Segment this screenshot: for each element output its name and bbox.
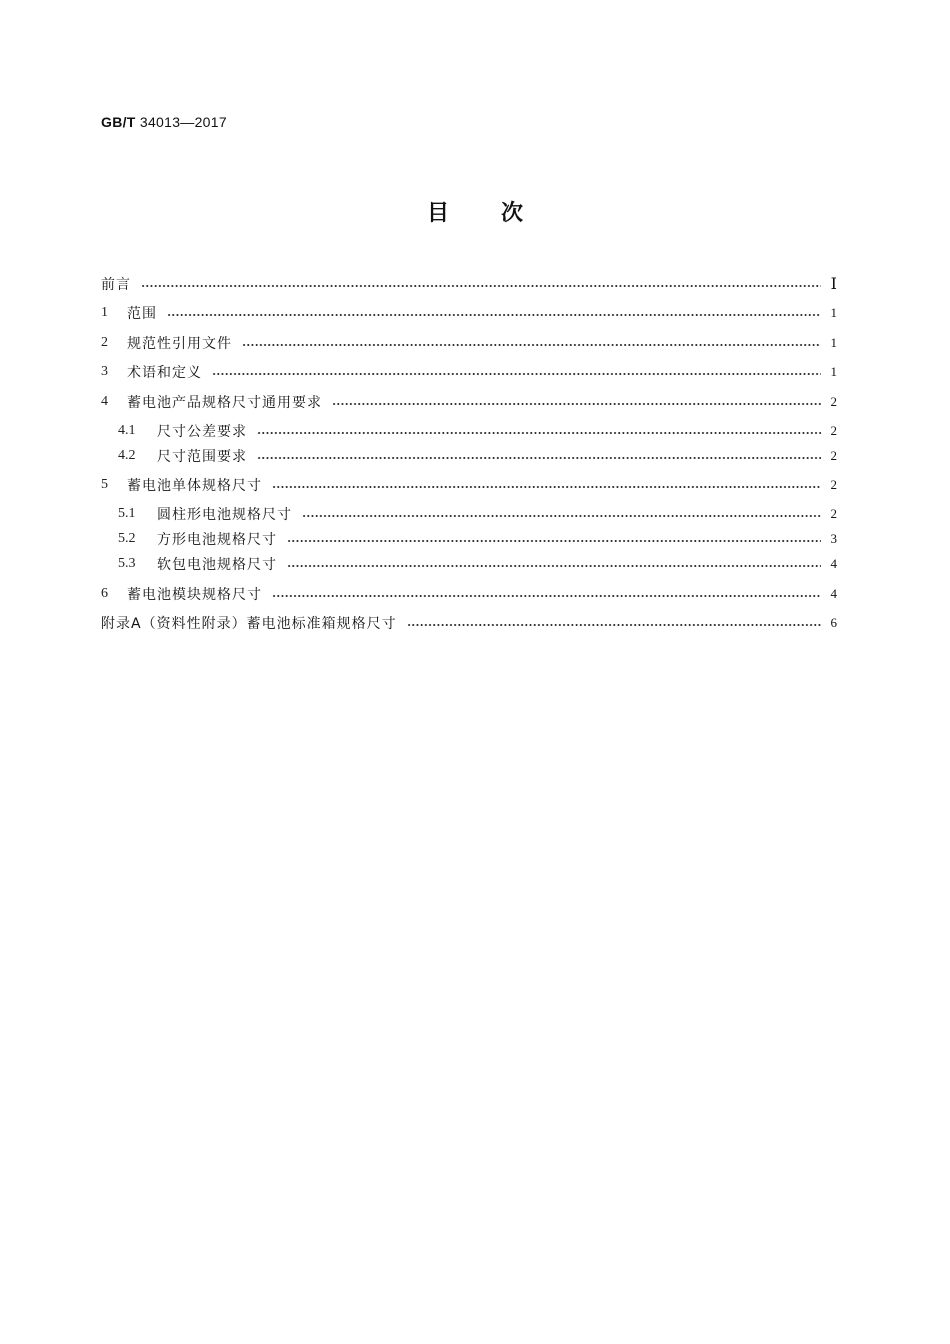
toc-dot-leader — [272, 486, 821, 488]
toc-entry-label: 圆柱形电池规格尺寸 — [157, 507, 292, 523]
toc-entry-label: 蓄电池产品规格尺寸通用要求 — [127, 395, 322, 411]
toc-entry-label: 尺寸公差要求 — [157, 424, 247, 440]
page-title: 目次 — [426, 201, 575, 226]
toc-entry-page: 3 — [830, 531, 837, 546]
toc-entry[interactable] — [101, 612, 837, 634]
toc-dot-leader — [141, 285, 821, 287]
toc-entry[interactable] — [101, 332, 837, 354]
toc-dot-leader — [167, 314, 821, 316]
toc-entry[interactable] — [101, 302, 837, 324]
toc-entry-page: 2 — [830, 506, 837, 521]
toc-entry[interactable] — [101, 361, 837, 383]
toc-dot-leader — [302, 515, 821, 517]
toc-entry-label: 软包电池规格尺寸 — [157, 557, 277, 573]
toc-entry-number: 1 — [101, 305, 108, 320]
toc-entry-page: 4 — [830, 586, 837, 601]
toc-entry-number: 4 — [101, 394, 108, 409]
toc-dot-leader — [242, 344, 821, 346]
toc-entry-label: 附录A（资料性附录）蓄电池标准箱规格尺寸 — [101, 616, 397, 632]
toc-entry-page: 6 — [830, 615, 837, 630]
toc-entry-label: 范围 — [127, 306, 157, 322]
toc-entry-number: 3 — [101, 364, 108, 379]
toc-entry-number: 4.2 — [118, 448, 136, 463]
toc-entry[interactable] — [101, 503, 837, 525]
toc-entry-page: 2 — [830, 477, 837, 492]
toc-entry[interactable] — [101, 420, 837, 442]
toc-entry-label: 前言 — [101, 277, 131, 293]
toc-entry-page: 2 — [830, 394, 837, 409]
toc-entry-number: 2 — [101, 335, 108, 350]
toc-entry-label: 蓄电池模块规格尺寸 — [127, 587, 262, 603]
toc-entry[interactable] — [101, 528, 837, 550]
toc-entry[interactable] — [101, 391, 837, 413]
toc-entry-number: 5.1 — [118, 506, 136, 521]
toc-entry-number: 5 — [101, 477, 108, 492]
toc-entry-number: 5.2 — [118, 531, 136, 546]
standard-number: 34013—2017 — [139, 114, 227, 130]
toc-entry-page: 2 — [830, 448, 837, 463]
toc-entry-label: 尺寸范围要求 — [157, 449, 247, 465]
toc-entry-number: 4.1 — [118, 423, 136, 438]
toc-entry-page: 1 — [830, 305, 837, 320]
toc-entry[interactable] — [101, 583, 837, 605]
toc-dot-leader — [407, 624, 821, 626]
standard-prefix: GB/T — [101, 114, 136, 130]
toc-entry[interactable] — [101, 474, 837, 496]
toc-entry-label: 蓄电池单体规格尺寸 — [127, 478, 262, 494]
toc-entry-page: 4 — [830, 556, 837, 571]
toc-dot-leader — [257, 457, 821, 459]
toc-dot-leader — [272, 595, 821, 597]
standard-code — [101, 114, 227, 130]
toc-entry-page: 1 — [830, 335, 837, 350]
toc-entry-label: 方形电池规格尺寸 — [157, 532, 277, 548]
toc-dot-leader — [332, 403, 821, 405]
toc-entry[interactable] — [101, 553, 837, 575]
toc-entry[interactable] — [101, 273, 837, 295]
toc-entry-label: 规范性引用文件 — [127, 336, 232, 352]
toc-entry-page: 1 — [830, 364, 837, 379]
toc-entry-number: 6 — [101, 586, 108, 601]
toc-entry-page: Ⅰ — [830, 276, 837, 293]
toc-entry-label: 术语和定义 — [127, 365, 202, 381]
toc-dot-leader — [212, 373, 821, 375]
toc-dot-leader — [257, 432, 821, 434]
toc-entry-number: 5.3 — [118, 556, 136, 571]
toc-entry[interactable] — [101, 445, 837, 467]
toc-entry-page: 2 — [830, 423, 837, 438]
toc-dot-leader — [287, 540, 821, 542]
toc-dot-leader — [287, 565, 821, 567]
